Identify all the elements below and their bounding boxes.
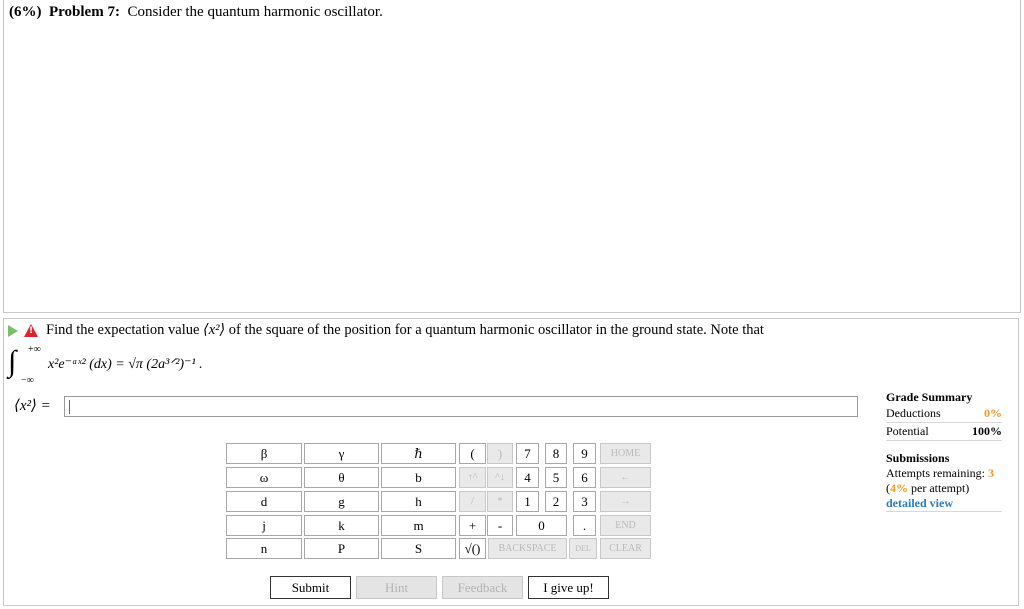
key-d[interactable]: d (226, 491, 302, 512)
per-attempt-value: 4% (890, 481, 908, 495)
key-backspace[interactable]: BACKSPACE (488, 538, 567, 559)
potential-row (886, 423, 1002, 441)
question-suffix: of the square of the position for a quantum harmonic oscillator in the ground state. Note that (228, 322, 764, 338)
key-0[interactable]: 0 (516, 515, 567, 536)
detailed-view-link[interactable]: detailed view (886, 496, 1002, 512)
question-line (8, 322, 764, 339)
problem-intro: Consider the quantum harmonic oscillator. (127, 4, 383, 20)
key-m[interactable]: m (381, 515, 456, 536)
key-n[interactable]: n (226, 538, 302, 559)
key-dot[interactable]: . (573, 515, 596, 536)
problem-header (9, 4, 383, 21)
deductions-label: Deductions (886, 406, 941, 420)
key-9[interactable]: 9 (573, 443, 596, 464)
question-expr: ⟨x²⟩ (203, 322, 226, 338)
submit-button[interactable]: Submit (270, 576, 351, 599)
potential-value: 100% (972, 424, 1002, 438)
key-home[interactable]: HOME (600, 443, 651, 464)
key-beta[interactable]: β (226, 443, 302, 464)
key-left-arrow[interactable]: ← (600, 467, 651, 488)
key-8[interactable]: 8 (545, 443, 567, 464)
hint-button[interactable]: Hint (356, 576, 437, 599)
give-up-button[interactable]: I give up! (528, 576, 609, 599)
key-theta[interactable]: θ (304, 467, 379, 488)
key-s[interactable]: S (381, 538, 456, 559)
answer-label-text: ⟨x²⟩ = (14, 398, 51, 414)
problem-number: Problem 7: (49, 4, 120, 20)
attempts-value: 3 (987, 466, 994, 480)
key-star[interactable]: * (487, 491, 513, 512)
key-7[interactable]: 7 (516, 443, 539, 464)
submissions-box (886, 451, 1002, 512)
key-hbar[interactable]: ℏ (381, 443, 456, 464)
answer-label (14, 396, 51, 415)
key-down-arrows[interactable]: ^↓ (487, 467, 513, 488)
key-2[interactable]: 2 (545, 491, 567, 512)
per-attempt-row (886, 481, 1002, 496)
per-attempt-open: ( (886, 481, 890, 495)
key-clear[interactable]: CLEAR (600, 538, 651, 559)
warning-icon: ! (24, 324, 38, 337)
key-3[interactable]: 3 (573, 491, 596, 512)
lower-limit: −∞ (21, 375, 34, 386)
key-paren-close[interactable]: ) (487, 443, 513, 464)
attempts-row (886, 466, 1002, 481)
key-sqrt[interactable]: √() (459, 538, 486, 559)
potential-label: Potential (886, 424, 929, 438)
problem-weight: (6%) (9, 4, 42, 20)
key-omega[interactable]: ω (226, 467, 302, 488)
key-1[interactable]: 1 (516, 491, 539, 512)
key-j[interactable]: j (226, 515, 302, 536)
answer-input[interactable] (64, 396, 858, 417)
key-g[interactable]: g (304, 491, 379, 512)
key-del[interactable]: DEL (569, 538, 597, 559)
play-icon[interactable] (8, 325, 18, 337)
key-6[interactable]: 6 (573, 467, 596, 488)
grade-summary-title: Grade Summary (886, 390, 973, 404)
attempts-label: Attempts remaining: (886, 466, 985, 480)
text-caret (69, 400, 70, 414)
key-p[interactable]: P (304, 538, 379, 559)
feedback-button[interactable]: Feedback (442, 576, 523, 599)
key-minus[interactable]: - (487, 515, 513, 536)
problem-frame (3, 0, 1021, 313)
deductions-value: 0% (984, 406, 1002, 420)
key-plus[interactable]: + (459, 515, 486, 536)
integral-body: x²e⁻ᵃˣ² (dx) = √π (2a³ᐟ²)⁻¹ . (48, 357, 203, 372)
integral-sign: ∫ (8, 345, 17, 378)
deductions-row (886, 405, 1002, 423)
key-4[interactable]: 4 (516, 467, 539, 488)
key-5[interactable]: 5 (545, 467, 567, 488)
key-end[interactable]: END (600, 515, 651, 536)
key-up-arrows[interactable]: ↑^ (459, 467, 486, 488)
upper-limit: +∞ (28, 344, 41, 355)
submissions-title: Submissions (886, 451, 950, 465)
key-h[interactable]: h (381, 491, 456, 512)
key-slash[interactable]: / (459, 491, 486, 512)
grade-summary (886, 390, 1002, 441)
key-k[interactable]: k (304, 515, 379, 536)
key-right-arrow[interactable]: → (600, 491, 651, 512)
key-b[interactable]: b (381, 467, 456, 488)
key-gamma[interactable]: γ (304, 443, 379, 464)
question-prefix: Find the expectation value (46, 322, 200, 338)
key-paren-open[interactable]: ( (459, 443, 486, 464)
per-attempt-label: per attempt) (911, 481, 970, 495)
